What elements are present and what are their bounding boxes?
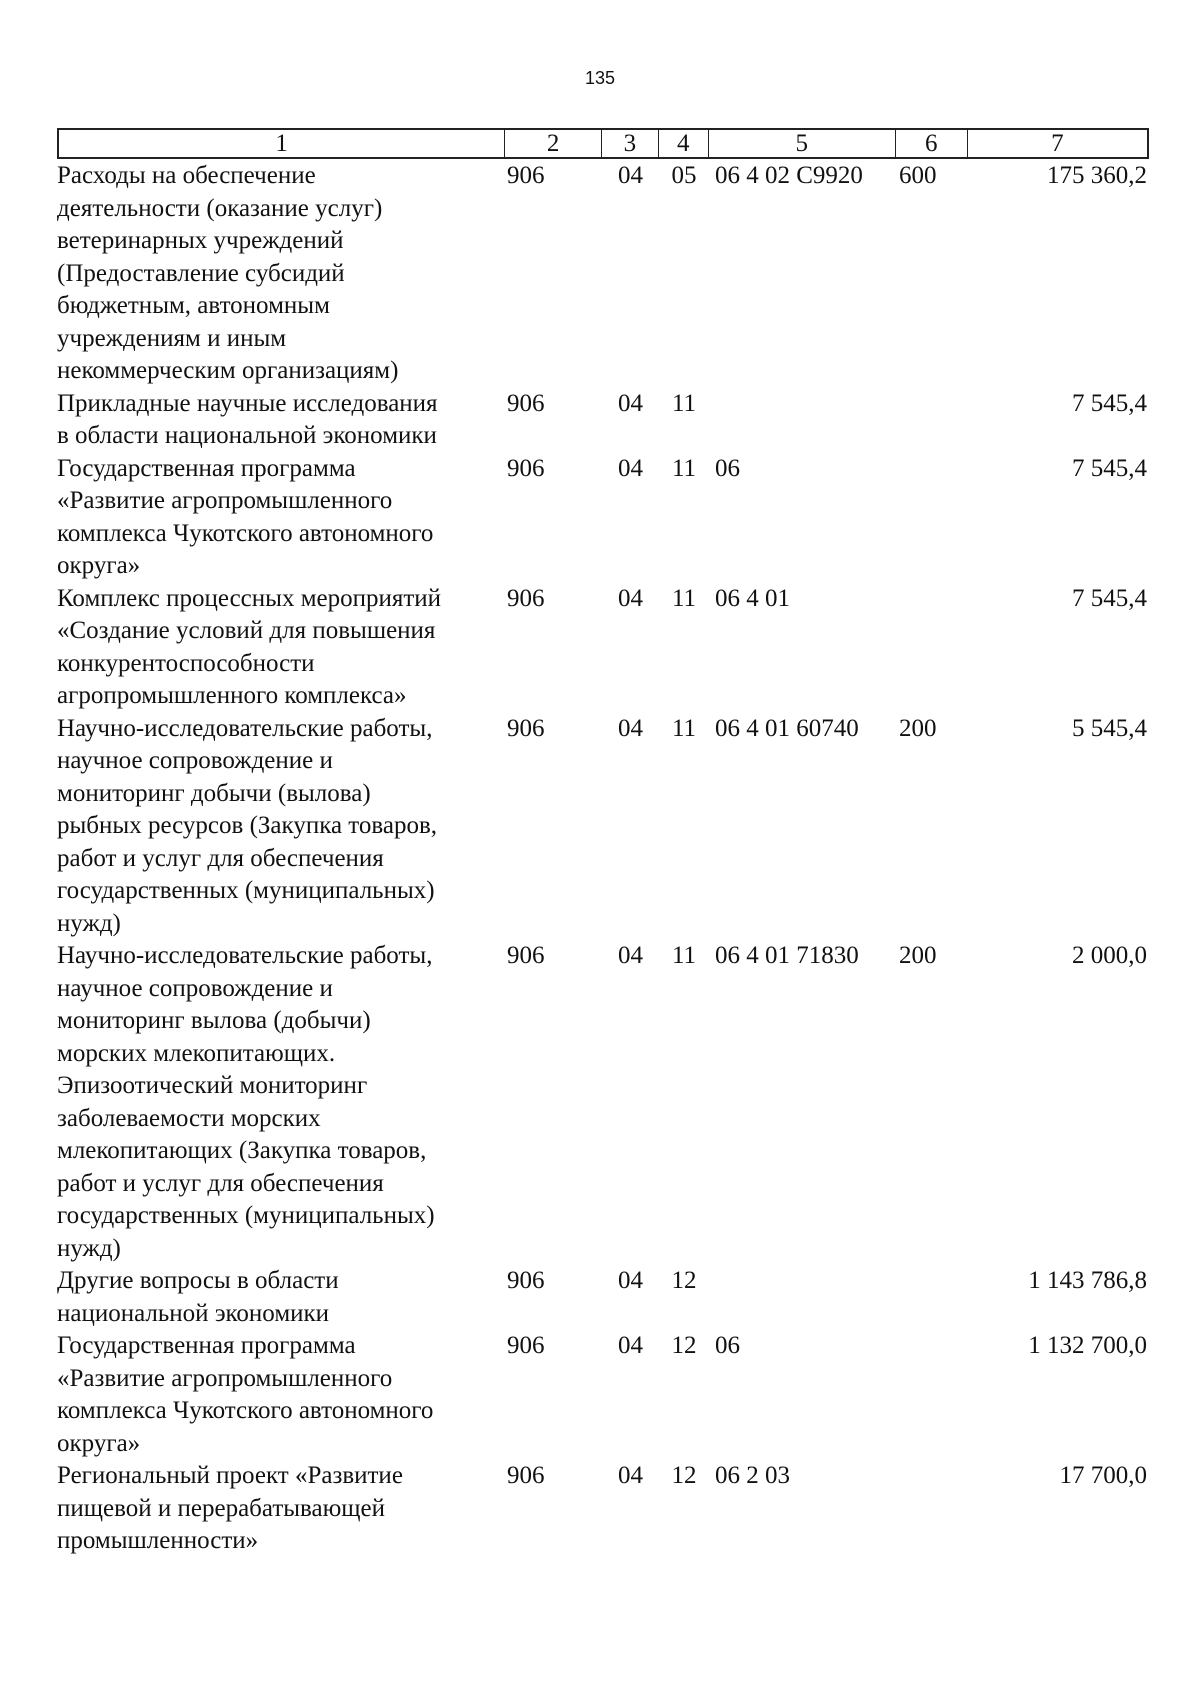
row-name-line: Региональный проект «Развитие [57, 1462, 403, 1489]
header-col-5: 5 [709, 130, 896, 157]
page-number: 135 [584, 68, 616, 88]
row-subsection-code: 12 [671, 1332, 697, 1359]
row-name-line: бюджетным, автономным [57, 292, 330, 319]
row-subsection-code: 11 [671, 454, 697, 482]
row-grbs-code: 906 [507, 162, 545, 189]
header-col-6: 6 [896, 130, 968, 157]
row-name [57, 388, 505, 453]
row-name-line: некоммерческим организациям) [57, 357, 399, 384]
row-name-line: агропромышленного комплекса» [57, 682, 407, 709]
row-name-line: «Развитие агропромышленного [57, 487, 393, 514]
row-section-code: 04 [618, 584, 643, 612]
row-name-line: «Создание условий для повышения [57, 617, 436, 644]
row-name-line: ветеринарных учреждений [57, 227, 344, 254]
row-subsection-code: 12 [671, 1267, 697, 1294]
row-name-line: морских млекопитающих. [57, 1039, 336, 1067]
row-name-line: комплекса Чукотского автономного [57, 1397, 434, 1424]
row-name-line: национальной экономики [57, 1299, 330, 1327]
row-name [57, 713, 505, 941]
row-amount: 7 545,4 [1072, 584, 1147, 612]
row-name-line: округа» [57, 1429, 141, 1457]
row-name-line: «Развитие агропромышленного [57, 1364, 393, 1392]
row-target-article: 06 2 03 [715, 1462, 790, 1489]
row-name-line: Комплекс процессных мероприятий [57, 584, 442, 612]
row-name [57, 453, 505, 583]
row-target-article: 06 4 02 С9920 [715, 162, 863, 189]
row-name-line: пищевой и перерабатывающей [57, 1494, 386, 1522]
row-amount: 1 143 786,8 [1028, 1267, 1147, 1294]
row-name-line: работ и услуг для обеспечения [57, 844, 384, 872]
row-section-code: 04 [618, 162, 643, 189]
row-name-line: государственных (муниципальных) [57, 877, 435, 904]
row-name [57, 1265, 505, 1330]
row-subsection-code: 11 [671, 714, 697, 742]
row-name [57, 1330, 505, 1460]
row-grbs-code: 906 [507, 1267, 545, 1294]
table-row [57, 160, 1149, 388]
row-grbs-code: 906 [507, 942, 545, 969]
row-name-line: научное сопровождение и [57, 974, 333, 1002]
row-name-line: научное сопровождение и [57, 747, 333, 774]
header-col-7: 7 [1051, 130, 1064, 157]
row-name-line: Прикладные научные исследования [57, 389, 438, 417]
row-name-line: нужд) [57, 909, 121, 937]
header-col-3: 3 [602, 130, 659, 157]
row-name-line: государственных (муниципальных) [57, 1202, 435, 1229]
row-amount: 17 700,0 [1059, 1462, 1147, 1489]
row-grbs-code: 906 [507, 454, 545, 482]
row-name-line: промышленности» [57, 1527, 259, 1554]
row-name [57, 160, 505, 388]
row-target-article: 06 4 01 [715, 584, 790, 612]
header-col-1: 1 [59, 130, 505, 157]
table-header [57, 128, 1149, 159]
row-name-line: (Предоставление субсидий [57, 259, 345, 287]
header-col-2: 2 [505, 130, 602, 157]
row-name-line: Государственная программа [57, 454, 356, 482]
table-row [57, 583, 1149, 713]
row-section-code: 04 [618, 454, 643, 482]
row-name-line: нужд) [57, 1234, 121, 1262]
row-expense-type: 200 [899, 714, 937, 742]
row-name-line: конкурентоспособности [57, 649, 315, 677]
row-subsection-code: 11 [671, 942, 697, 969]
row-grbs-code: 906 [507, 714, 545, 742]
row-subsection-code: 11 [671, 389, 697, 417]
row-name-line: Государственная программа [57, 1332, 356, 1359]
table-row [57, 388, 1149, 453]
row-name [57, 1460, 505, 1558]
row-section-code: 04 [618, 1267, 643, 1294]
row-grbs-code: 906 [507, 1332, 545, 1359]
table-row [57, 1265, 1149, 1330]
row-name-line: Научно-исследовательские работы, [57, 942, 433, 969]
table-row [57, 940, 1149, 1265]
row-name-line: учреждениям и иным [57, 324, 287, 352]
row-grbs-code: 906 [507, 389, 545, 417]
row-grbs-code: 906 [507, 1462, 545, 1489]
row-name-line: деятельности (оказание услуг) [57, 194, 383, 222]
row-expense-type: 600 [899, 162, 937, 189]
row-name-line: Расходы на обеспечение [57, 162, 316, 189]
row-name-line: мониторинг добычи (вылова) [57, 779, 371, 807]
row-amount: 7 545,4 [1072, 389, 1147, 417]
table-row [57, 1330, 1149, 1460]
row-section-code: 04 [618, 714, 643, 742]
row-target-article: 06 4 01 71830 [715, 942, 859, 969]
row-amount: 2 000,0 [1072, 942, 1147, 969]
row-grbs-code: 906 [507, 584, 545, 612]
row-amount: 5 545,4 [1072, 714, 1147, 742]
table-row [57, 713, 1149, 941]
row-name-line: Эпизоотический мониторинг [57, 1072, 368, 1099]
row-expense-type: 200 [899, 942, 937, 969]
row-name-line: округа» [57, 552, 141, 579]
row-section-code: 04 [618, 1462, 643, 1489]
row-amount: 7 545,4 [1072, 454, 1147, 482]
header-col-4: 4 [659, 130, 709, 157]
row-name-line: млекопитающих (Закупка товаров, [57, 1137, 427, 1164]
row-name [57, 940, 505, 1265]
row-subsection-code: 12 [671, 1462, 697, 1489]
row-section-code: 04 [618, 942, 643, 969]
row-target-article: 06 4 01 60740 [715, 714, 859, 742]
table-row [57, 1460, 1149, 1558]
row-section-code: 04 [618, 389, 643, 417]
row-target-article: 06 [715, 454, 740, 482]
row-name-line: комплекса Чукотского автономного [57, 519, 434, 547]
row-name-line: работ и услуг для обеспечения [57, 1169, 384, 1197]
row-amount: 175 360,2 [1047, 162, 1147, 189]
table-row [57, 453, 1149, 583]
table-body [57, 160, 1149, 1558]
row-name-line: в области национальной экономики [57, 422, 437, 449]
row-name-line: мониторинг вылова (добычи) [57, 1007, 371, 1034]
row-target-article: 06 [715, 1332, 740, 1359]
row-name [57, 583, 505, 713]
row-subsection-code: 11 [671, 584, 697, 612]
row-name-line: рыбных ресурсов (Закупка товаров, [57, 812, 438, 839]
row-name-line: заболеваемости морских [57, 1104, 321, 1132]
row-subsection-code: 05 [671, 162, 697, 189]
row-name-line: Другие вопросы в области [57, 1267, 339, 1294]
row-name-line: Научно-исследовательские работы, [57, 714, 433, 742]
row-amount: 1 132 700,0 [1028, 1332, 1147, 1359]
row-section-code: 04 [618, 1332, 643, 1359]
